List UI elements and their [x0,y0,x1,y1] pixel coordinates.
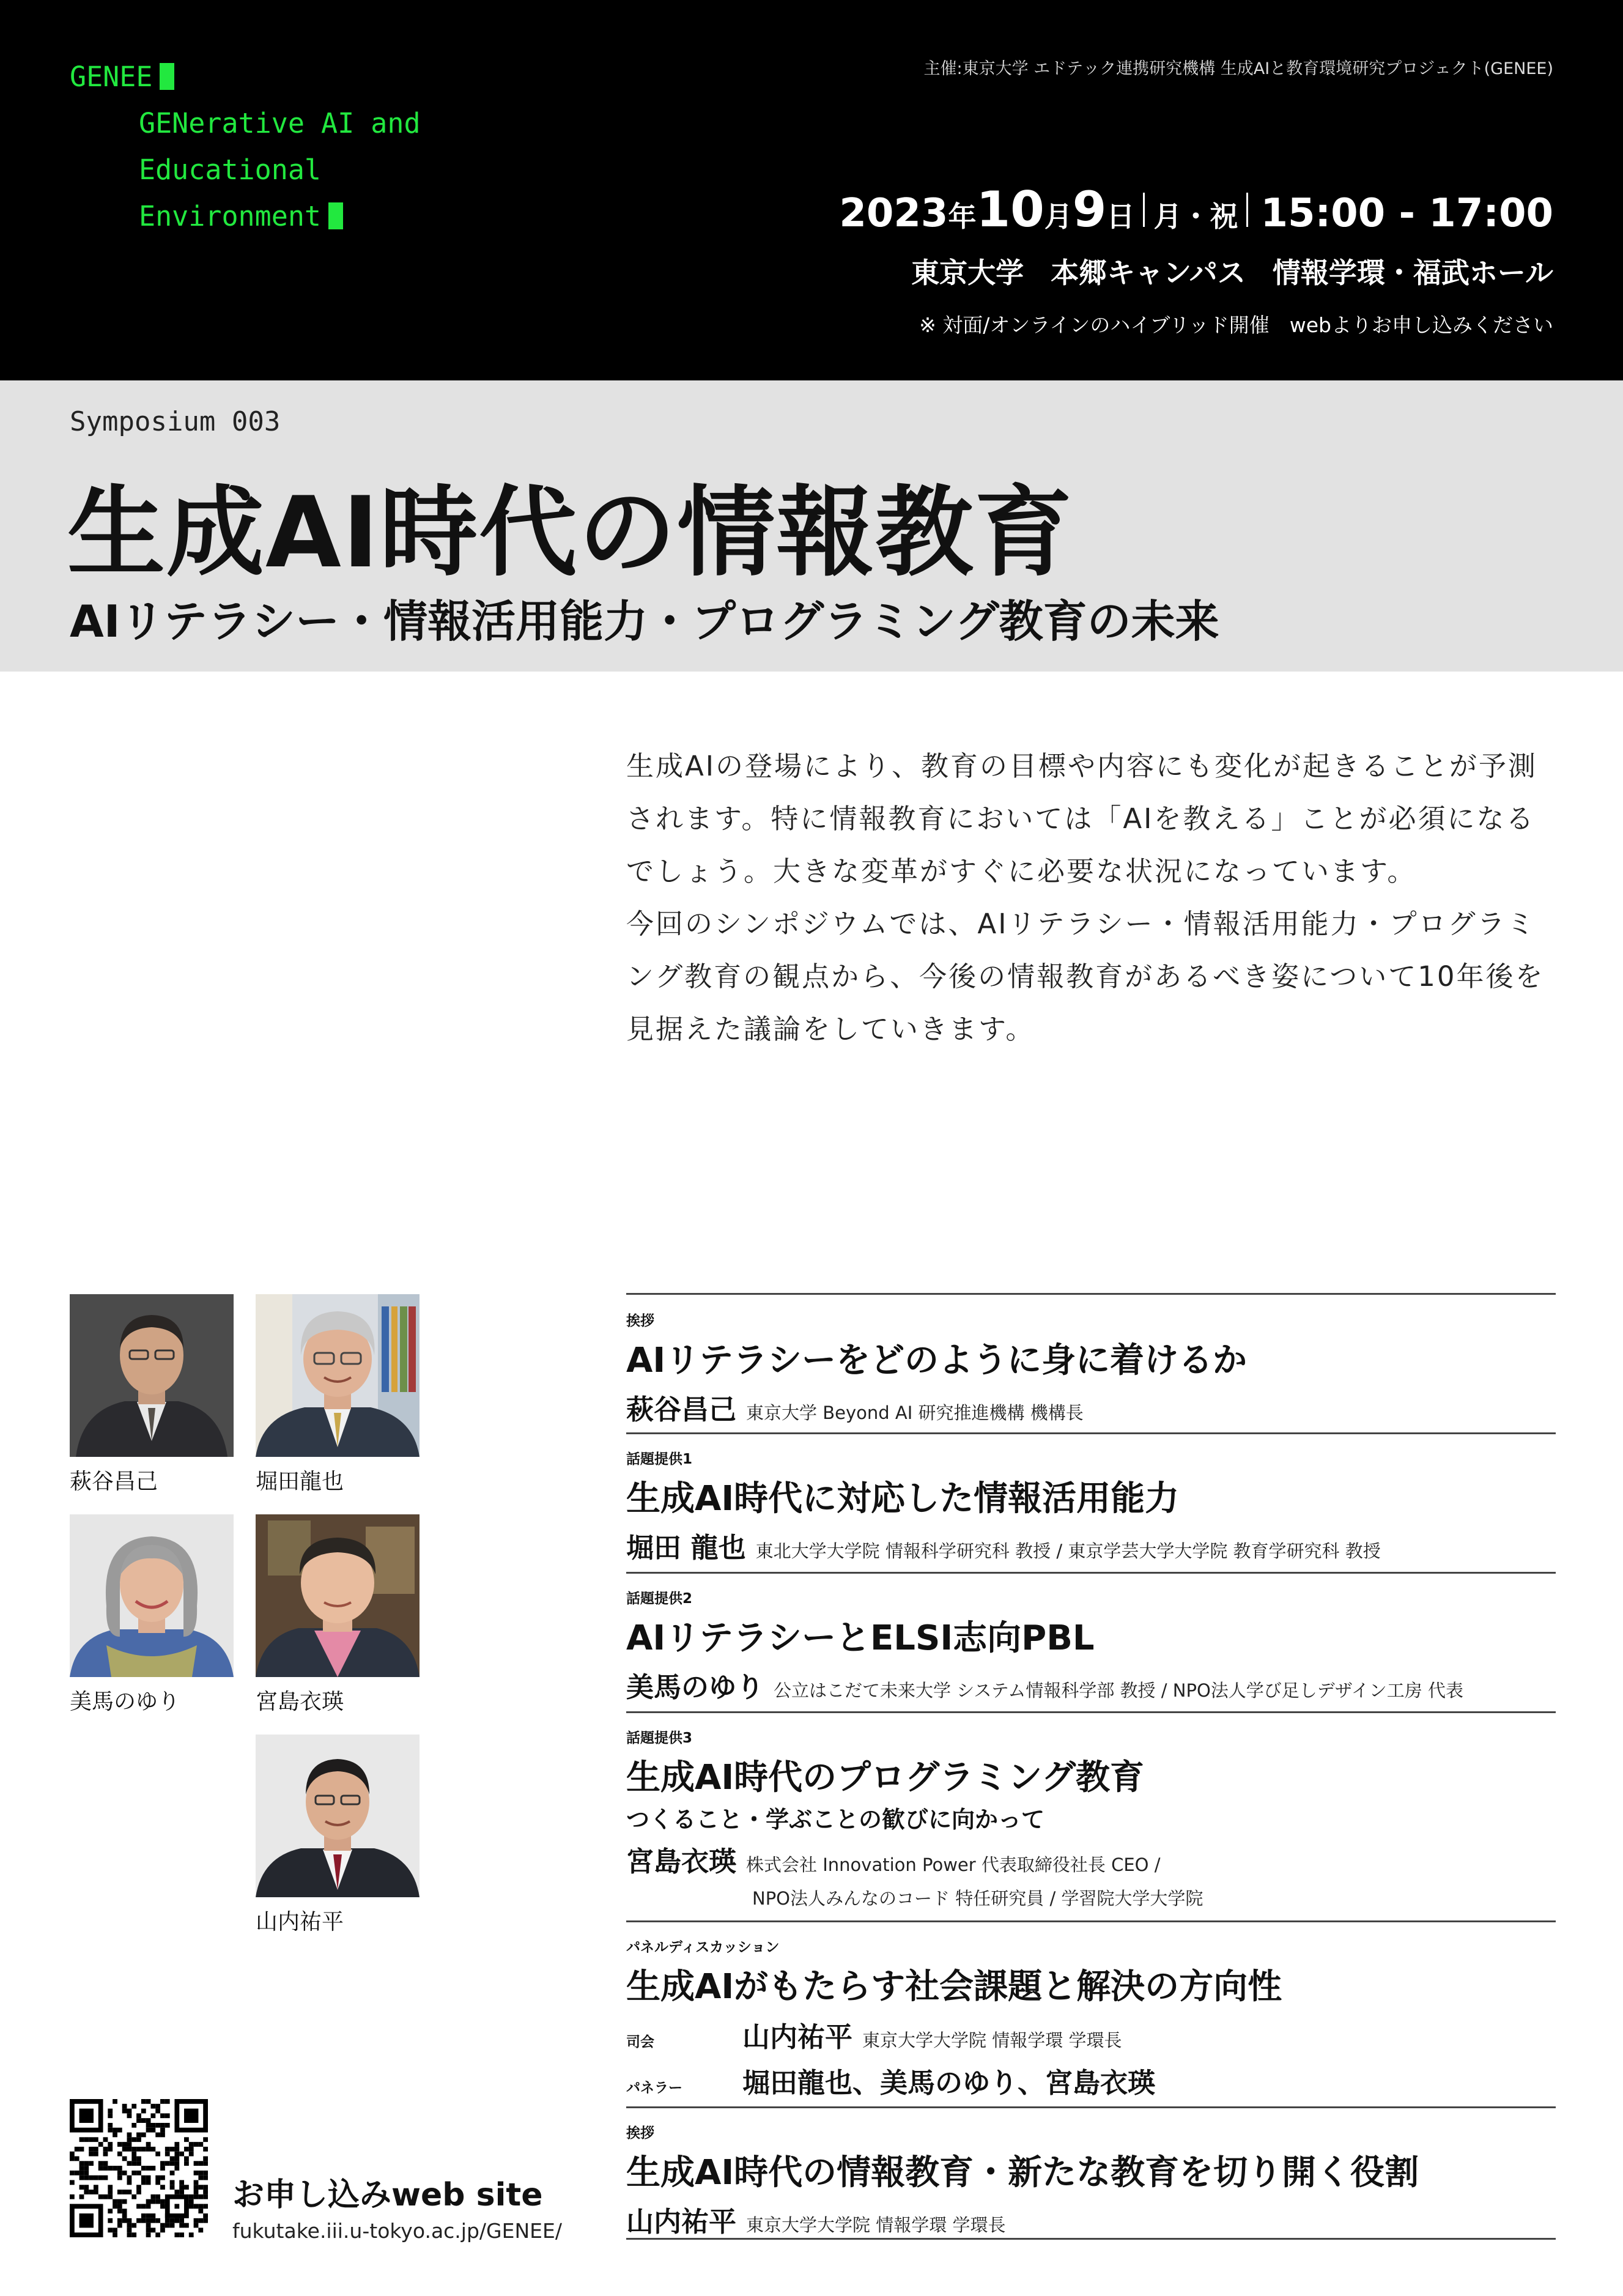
program-item [626,1711,1556,1920]
speaker-photo [70,1294,234,1457]
page-subtitle: AIリテラシー・情報活用能力・プログラミング教育の未来 [70,596,1219,647]
page-title: 生成AI時代の情報教育 [67,475,1074,590]
logo-line: GENEE [70,54,421,100]
speaker-name: 堀田 龍也 [626,1531,746,1564]
speaker-photo [256,1514,420,1677]
speaker-affiliation: 東京大学大学院 情報学環 学環長 [862,2030,1122,2051]
session-panelists [626,2061,1556,2100]
date-weekday: 月・祝 [1153,200,1238,233]
speaker-name: 宮島衣瑛 [626,1845,737,1878]
speaker-name: 美馬のゆり [70,1689,180,1714]
speaker-photo [256,1294,420,1457]
logo-line: GENerative AI and [139,107,421,139]
qr-code-icon[interactable] [70,2099,208,2237]
speaker-affiliation: 東京大学大学院 情報学環 学環長 [746,2215,1006,2235]
speaker-photo [70,1514,234,1677]
program-list [626,1293,1556,2240]
panel-label: パネラー [626,2080,682,2096]
program-item [626,1920,1556,2106]
intro-paragraph: 生成AIの登場により、教育の目標や内容にも変化が起きることが予測されます。特に情報教育においては「AIを教える」ことが必須になるでしょう。大きな変革がすぐに必要な状況になっています。 [626,750,1538,887]
speaker-affiliation: 公立はこだて未来大学 システム情報科学部 教授 / NPO法人学び足しデザイン工房 代表 [774,1680,1463,1701]
date-day: 9 [1072,181,1107,238]
speaker-affiliation: 東北大学大学院 情報科学研究科 教授 / 東京学芸大学大学院 教育学研究科 教授 [755,1541,1381,1561]
panelist-names: 堀田龍也、美馬のゆり、宮島衣瑛 [742,2067,1156,2099]
session-tag: 挨拶 [626,1313,654,1329]
cursor-icon [160,63,174,90]
session-subtitle: つくること・学ぶことの歓びに向かって [626,1806,1045,1833]
cursor-icon [328,202,343,229]
session-title: 生成AI時代のプログラミング教育 [626,1758,1145,1798]
session-tag: 話題提供3 [626,1730,693,1746]
event-venue: 東京大学 本郷キャンパス 情報学環・福武ホール [911,256,1553,289]
speaker-name: 堀田龍也 [256,1469,344,1494]
session-speaker [626,2199,1556,2239]
intro-text [626,740,1556,1056]
speaker-name: 山内祐平 [256,1909,344,1935]
date-day-unit: 日 [1106,200,1135,233]
intro-paragraph: 今回のシンポジウムでは、AIリテラシー・情報活用能力・プログラミング教育の観点から、今後の情報教育があるべき姿について10年後を見据えた議論をしていきます。 [626,908,1545,1045]
session-tag: 挨拶 [626,2125,654,2141]
speaker-name: 山内祐平 [742,2021,853,2053]
web-site-url[interactable]: fukutake.iii.u-tokyo.ac.jp/GENEE/ [232,2219,562,2243]
speaker-affiliation: 株式会社 Innovation Power 代表取締役社長 CEO / [746,1854,1161,1875]
session-title: 生成AIがもたらす社会課題と解決の方向性 [626,1967,1282,2007]
header-banner [0,0,1623,380]
session-tag: 話題提供1 [626,1451,693,1467]
program-item [626,1293,1556,1432]
event-time: 15:00 - 17:00 [1260,191,1553,236]
session-speaker [626,1387,1556,1427]
event-date [839,181,1553,238]
speaker-affiliation: 東京大学 Beyond AI 研究推進機構 機構長 [746,1402,1084,1423]
logo-line: Environment [70,193,421,240]
symposium-number: Symposium 003 [70,406,281,437]
date-year: 2023 [839,191,948,236]
web-site-label: お申し込みweb site [232,2177,543,2213]
date-month: 10 [976,181,1044,238]
session-speaker [626,1525,1556,1565]
speaker-name: 萩谷昌己 [70,1469,158,1494]
program-item [626,1572,1556,1711]
session-speaker [626,1839,1556,1879]
speaker-name: 宮島衣瑛 [256,1689,344,1714]
session-title: 生成AI時代の情報教育・新たな教育を切り開く役割 [626,2153,1419,2193]
speaker-affiliation: NPO法人みんなのコード 特任研究員 / 学習院大学大学院 [752,1888,1203,1909]
event-note: ※ 対面/オンラインのハイブリッド開催 webよりお申し込みください [919,313,1553,337]
genee-logo [70,54,421,240]
session-tag: 話題提供2 [626,1591,693,1607]
speaker-name: 萩谷昌己 [626,1393,737,1426]
session-title: AIリテラシーをどのように身に着けるか [626,1341,1248,1380]
session-tag: パネルディスカッション [626,1939,780,1955]
divider [1246,193,1248,227]
date-year-unit: 年 [948,200,977,233]
session-moderator [626,2015,1556,2054]
session-title: 生成AI時代に対応した情報活用能力 [626,1479,1180,1519]
session-title: AIリテラシーとELSI志向PBL [626,1618,1095,1658]
speaker-name: 山内祐平 [626,2205,737,2238]
divider [1143,193,1145,227]
logo-line: Educational [139,154,322,186]
title-band [0,380,1623,672]
speaker-name: 美馬のゆり [626,1671,764,1703]
program-item [626,1432,1556,1572]
session-speaker [626,1665,1556,1705]
speaker-photo [256,1735,420,1897]
program-item [626,2106,1556,2240]
moderator-label: 司会 [626,2034,654,2050]
organizer-text: 主催:東京大学 エドテック連携研究機構 生成AIと教育環境研究プロジェクト(GENEE) [923,59,1553,78]
date-month-unit: 月 [1044,200,1073,233]
